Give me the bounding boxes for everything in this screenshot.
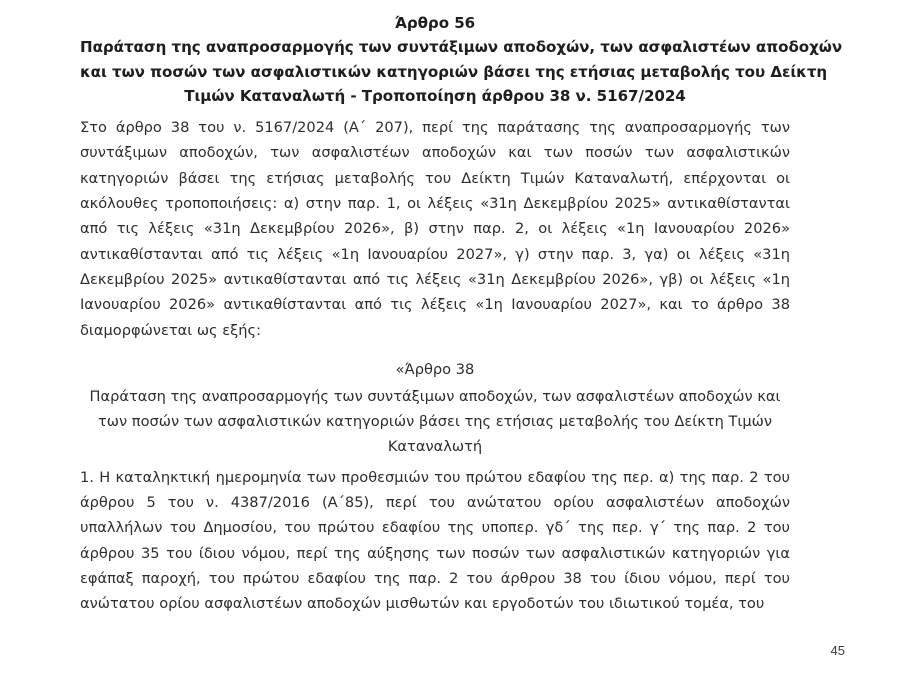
quoted-article-subtitle-line-2: των ποσών των ασφαλιστικών κατηγοριών βάσει της ετήσιας μεταβολής του Δείκτη Τιμών <box>97 413 772 431</box>
page-number: 45 <box>830 643 845 658</box>
page-title-article-number: Άρθρο 56 <box>394 14 476 32</box>
document-title-block <box>80 11 843 108</box>
page-title-line-3: και των ποσών των ασφαλιστικών κατηγοριών βάσει της ετήσιας μεταβολής του Δείκτη <box>80 62 828 81</box>
page-title-line-2: Παράταση της αναπροσαρμογής των συντάξιμων αποδοχών, των ασφαλιστέων αποδοχών <box>80 38 843 57</box>
quoted-article-heading: «Άρθρο 38 <box>395 361 475 379</box>
quoted-article-subtitle-line-1: Παράταση της αναπροσαρμογής των συντάξιμων αποδοχών, των ασφαλιστέων αποδοχών και <box>89 387 781 405</box>
body-paragraph-intro: Στο άρθρο 38 του ν. 5167/2024 (Α΄ 207), περί της παράτασης της αναπροσαρμογής των συντάξιμων αποδοχών, των ασφαλιστέων αποδοχών και των ποσών των ασφαλιστικών κατηγοριών βάσει της ετήσιας μεταβολής του Δείκτη Τιμών Καταναλωτή, επέρχονται οι ακόλουθες τροποποιήσεις: α) στην παρ. 1, οι λέξεις «31η Δεκεμβρίου 2025» αντικαθίστανται από τις λέξεις «31η Δεκεμβρίου 2026», β) στην παρ. 2, οι λέξεις «1η Ιανουαρίου 2026» αντικαθίστανται από τις λέξεις «1η Ιανουαρίου 2027», γ) στην παρ. 3, γα) οι λέξεις «31η Δεκεμβρίου 2025» αντικαθίστανται από τις λέξεις «31η Δεκεμβρίου 2026», γβ) οι λέξεις «1η Ιανουαρίου 2026» αντικαθίστανται από τις λέξεις «1η Ιανουαρίου 2027», και το άρθρο 38 διαμορφώνεται ως εξής: <box>80 119 790 339</box>
quoted-article-subtitle-block <box>80 384 790 460</box>
quoted-article-subtitle-line-3: Καταναλωτή <box>387 438 483 456</box>
document-content <box>80 11 843 631</box>
page-title-line-4: Τιμών Καταναλωτή - Τροποποίηση άρθρου 38 ν. 5167/2024 <box>184 86 686 105</box>
quoted-article-paragraph-1: 1. Η καταληκτική ημερομηνία των προθεσμιών του πρώτου εδαφίου της περ. α) της παρ. 2 του άρθρου 5 του ν. 4387/2016 (Α΄85), περί του ανώτατου ορίου ασφαλιστέων αποδοχών υπαλλήλων του Δημοσίου, του πρώτου εδαφίου της υποπερ. γδ΄ της περ. γ΄ της παρ. 2 του άρθρου 35 του ίδιου νόμου, περί της αύξησης των ποσών των ασφαλιστικών κατηγοριών για εφάπαξ παροχή, του πρώτου εδαφίου της παρ. 2 του άρθρου 38 του ίδιου νόμου, περί του ανώτατου ορίου ασφαλιστέων αποδοχών μισθωτών και εργοδοτών του ιδιωτικού τομέα, του <box>80 468 790 613</box>
